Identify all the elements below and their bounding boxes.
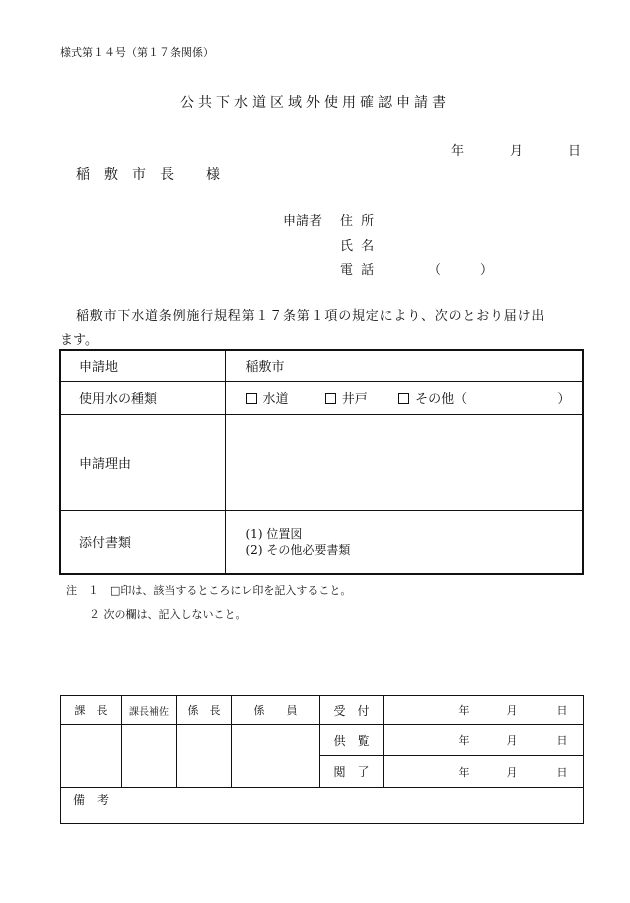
- received-date: 年 月 日: [384, 696, 584, 725]
- checkbox-water-supply[interactable]: 水道: [246, 392, 289, 407]
- review-date: 年 月 日: [384, 756, 584, 788]
- phone-paren-open: （: [428, 263, 442, 278]
- form-number: 様式第１４号（第１７条関係）: [60, 46, 214, 59]
- review-label: 閲 了: [320, 756, 384, 788]
- seal-box-staff[interactable]: [232, 725, 320, 788]
- applicant-name-label: 氏 名: [340, 239, 377, 254]
- row-site: [60, 350, 583, 381]
- office-use-table: [60, 695, 584, 824]
- header-staff: 係 員: [232, 696, 320, 725]
- row-water-type: [60, 381, 583, 414]
- reason-label: 申請理由: [60, 414, 225, 510]
- water-type-label: 使用水の種類: [60, 381, 225, 414]
- water-type-options: [225, 381, 583, 414]
- circulation-date: 年 月 日: [384, 725, 584, 756]
- checkbox-other[interactable]: その他（: [398, 392, 467, 407]
- seal-box-subsection-chief[interactable]: [177, 725, 232, 788]
- addressee-honorific: 様: [206, 167, 220, 183]
- header-assistant-chief: 課長補佐: [122, 696, 177, 725]
- addressee-mayor: 稲 敷 市 長: [76, 167, 174, 183]
- remarks-label: 備 考: [73, 793, 110, 807]
- checkbox-icon: [398, 393, 409, 404]
- attachments-list: [225, 510, 583, 574]
- checkbox-icon: [246, 393, 257, 404]
- attachments-label: 添付書類: [60, 510, 225, 574]
- header-subsection-chief: 係 長: [177, 696, 232, 725]
- applicant-address-label: 住 所: [340, 214, 377, 229]
- site-label: 申請地: [60, 350, 225, 381]
- checkbox-icon: [325, 393, 336, 404]
- attachment-item: (2) その他必要書類: [245, 542, 351, 557]
- site-value[interactable]: 稲敷市: [225, 350, 583, 381]
- body-text-line2: ます。: [60, 333, 98, 348]
- seal-box-section-chief[interactable]: [61, 725, 122, 788]
- application-table: [59, 349, 584, 575]
- row-reason: [60, 414, 583, 510]
- attachment-item: (1) 位置図: [245, 526, 303, 541]
- office-header-row: [61, 696, 584, 725]
- seal-box-assistant-chief[interactable]: [122, 725, 177, 788]
- received-label: 受 付: [320, 696, 384, 725]
- note-2: ２ 次の欄は、記入しないこと。: [89, 608, 247, 621]
- applicant-phone-label: 電 話: [340, 263, 377, 278]
- row-attachments: [60, 510, 583, 574]
- checkbox-well[interactable]: 井戸: [325, 392, 368, 407]
- circulation-label: 供 覧: [320, 725, 384, 756]
- header-section-chief: 課 長: [61, 696, 122, 725]
- applicant-label: 申請者: [283, 214, 323, 229]
- office-row-remarks: [61, 788, 584, 824]
- date-day: 日: [568, 144, 582, 159]
- page-title: 公共下水道区域外使用確認申請書: [180, 95, 450, 111]
- note-1: 注 １ □印は、該当するところにレ印を記入すること。: [66, 584, 352, 597]
- office-row-circulation: [61, 725, 584, 756]
- reason-field[interactable]: [225, 414, 583, 510]
- other-paren-close: ）: [557, 392, 571, 407]
- date-year: 年: [451, 144, 465, 159]
- phone-paren-close: ）: [480, 263, 494, 278]
- body-text-line1: 稲敷市下水道条例施行規程第１７条第１項の規定により、次のとおり届け出: [76, 309, 546, 324]
- remarks-field[interactable]: [61, 788, 584, 824]
- date-month: 月: [510, 144, 524, 159]
